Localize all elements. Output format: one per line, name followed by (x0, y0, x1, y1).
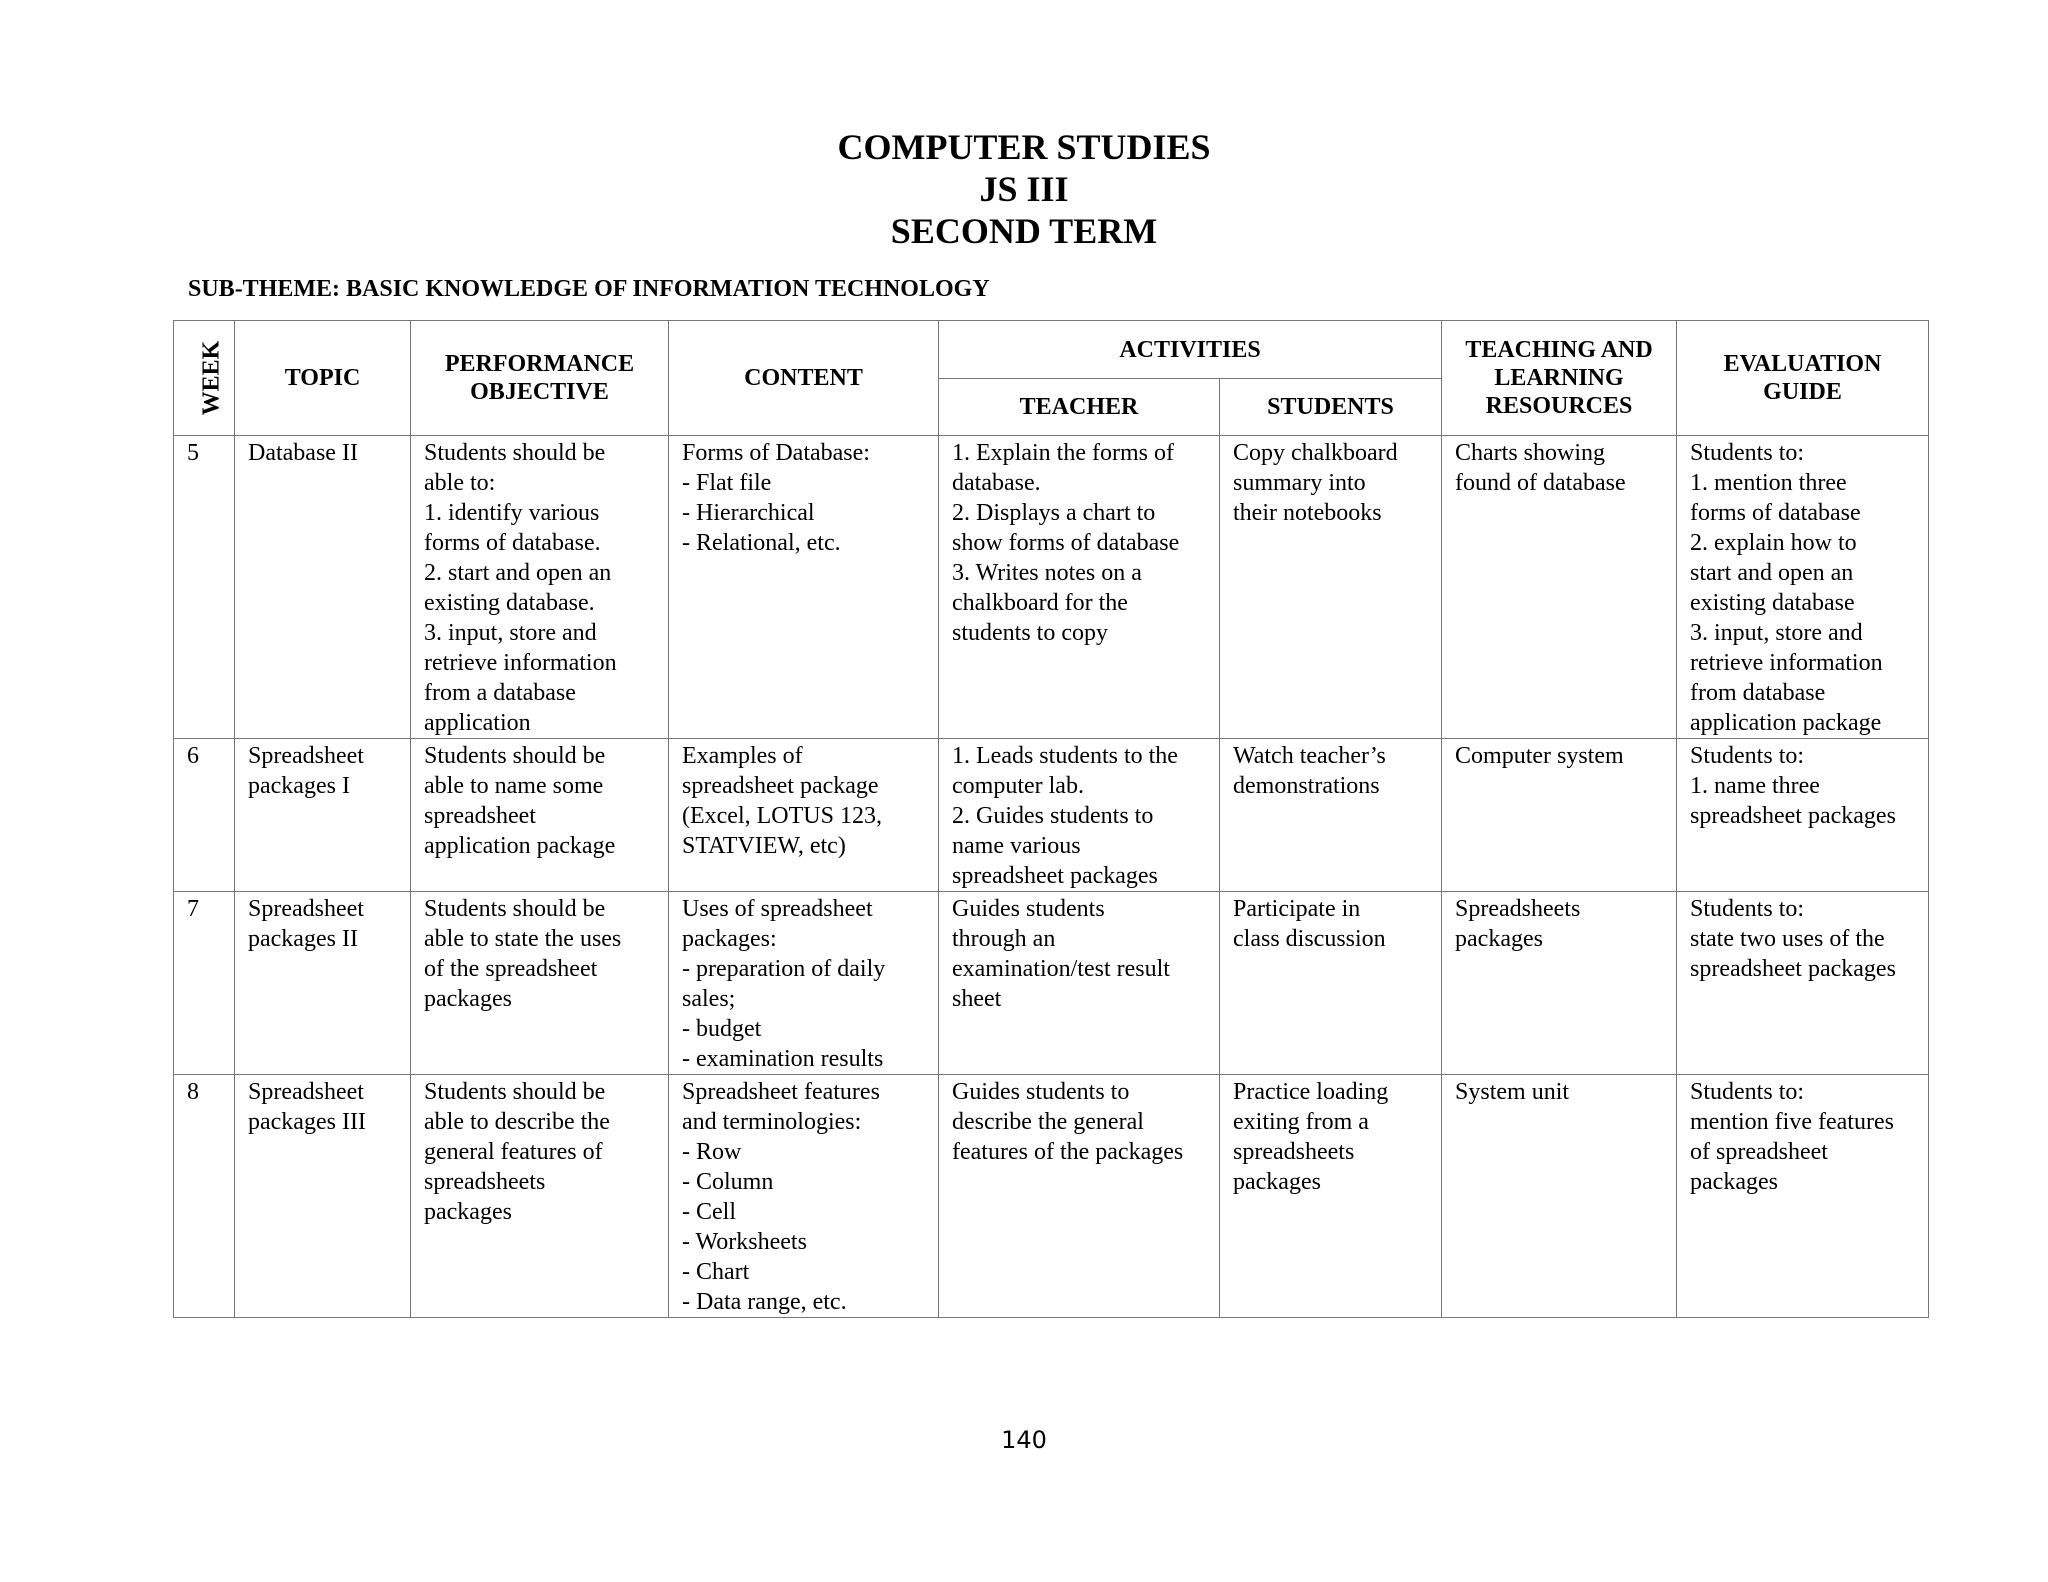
cell-text-line: sheet (952, 986, 1002, 1012)
header-teacher: TEACHER (939, 379, 1220, 436)
title-class: JS III (979, 169, 1069, 209)
cell-text-line: database. (952, 470, 1041, 496)
cell-text-line: mention five features (1690, 1109, 1894, 1135)
cell-text-line: Guides students (952, 896, 1105, 922)
cell-text-line: Uses of spreadsheet (682, 896, 873, 922)
cell-text-line: Students to: (1690, 896, 1805, 922)
cell-text-line: Students to: (1690, 1079, 1805, 1105)
cell-text-line: packages I (248, 773, 350, 799)
cell-text-line: packages (424, 986, 512, 1012)
cell-resources (1442, 436, 1677, 739)
cell-students-activity (1220, 739, 1442, 892)
cell-text-line: 1. Leads students to the (952, 743, 1178, 769)
header-evaluation: EVALUATION GUIDE (1677, 321, 1929, 436)
cell-text-line: Spreadsheet (248, 743, 364, 769)
cell-topic (235, 739, 411, 892)
cell-resources (1442, 1075, 1677, 1318)
cell-resources (1442, 739, 1677, 892)
cell-text-line: 1. mention three (1690, 470, 1847, 496)
cell-text-line: existing database. (424, 590, 595, 616)
cell-text-line: able to state the uses (424, 926, 622, 952)
cell-text-line: computer lab. (952, 773, 1084, 799)
cell-text-line: - Chart (682, 1259, 750, 1285)
cell-students-activity (1220, 892, 1442, 1075)
cell-objective (411, 1075, 669, 1318)
cell-text-line: features of the packages (952, 1139, 1184, 1165)
cell-text-line: - Relational, etc. (682, 530, 841, 556)
cell-text-line: - Hierarchical (682, 500, 815, 526)
header-performance-objective: PERFORMANCE OBJECTIVE (411, 321, 669, 436)
cell-text-line: state two uses of the (1690, 926, 1885, 952)
cell-text-line: summary into (1233, 470, 1366, 496)
cell-students-activity (1220, 436, 1442, 739)
cell-text-line: forms of database (1690, 500, 1861, 526)
cell-students-activity (1220, 1075, 1442, 1318)
cell-text-line: and terminologies: (682, 1109, 862, 1135)
cell-objective (411, 436, 669, 739)
cell-text-line: class discussion (1233, 926, 1386, 952)
header-topic: TOPIC (235, 321, 411, 436)
cell-objective (411, 892, 669, 1075)
cell-text-line: Participate in (1233, 896, 1361, 922)
cell-resources (1442, 892, 1677, 1075)
cell-text-line: Spreadsheets (1455, 896, 1581, 922)
cell-evaluation (1677, 1075, 1929, 1318)
cell-text-line: spreadsheet package (682, 773, 879, 799)
cell-text-line: found of database (1455, 470, 1626, 496)
cell-text-line: Students to: (1690, 743, 1805, 769)
cell-text-line: 2. start and open an (424, 560, 612, 586)
cell-text-line: 3. Writes notes on a (952, 560, 1142, 586)
cell-text-line: Computer system (1455, 743, 1624, 769)
cell-text-line: existing database (1690, 590, 1855, 616)
cell-text-line: packages (1455, 926, 1543, 952)
cell-evaluation (1677, 436, 1929, 739)
cell-text-line: show forms of database (952, 530, 1180, 556)
table-header (174, 321, 1929, 436)
cell-text-line: application (424, 710, 531, 736)
cell-text-line: 3. input, store and (424, 620, 597, 646)
cell-text-line: their notebooks (1233, 500, 1382, 526)
cell-topic (235, 436, 411, 739)
cell-topic (235, 1075, 411, 1318)
cell-text-line: general features of (424, 1139, 603, 1165)
subtheme-heading: SUB-THEME: BASIC KNOWLEDGE OF INFORMATION TECHNOLOGY (188, 276, 990, 302)
cell-text-line: - budget (682, 1016, 762, 1042)
cell-text-line: 1. identify various (424, 500, 600, 526)
cell-text-line: sales; (682, 986, 736, 1012)
cell-text-line: Examples of (682, 743, 803, 769)
scheme-of-work-table (173, 320, 1929, 1318)
cell-text-line: Guides students to (952, 1079, 1130, 1105)
cell-text-line: name various (952, 833, 1081, 859)
cell-text-line: - preparation of daily (682, 956, 886, 982)
table-row (174, 436, 1929, 739)
cell-text-line: Students to: (1690, 440, 1805, 466)
cell-text-line: Students should be (424, 1079, 606, 1105)
cell-text-line: Database II (248, 440, 358, 466)
cell-text-line: of spreadsheet (1690, 1139, 1828, 1165)
cell-text-line: - Flat file (682, 470, 772, 496)
cell-content (669, 1075, 939, 1318)
cell-text-line: 2. Guides students to (952, 803, 1154, 829)
cell-teacher-activity (939, 1075, 1220, 1318)
cell-text-line: describe the general (952, 1109, 1144, 1135)
cell-text-line: System unit (1455, 1079, 1570, 1105)
cell-text-line: chalkboard for the (952, 590, 1128, 616)
cell-text-line: - Data range, etc. (682, 1289, 847, 1315)
header-row-top (174, 321, 1929, 379)
cell-text-line: packages II (248, 926, 358, 952)
cell-teacher-activity (939, 436, 1220, 739)
cell-text-line: packages (424, 1199, 512, 1225)
cell-text-line: from a database (424, 680, 576, 706)
cell-objective (411, 739, 669, 892)
cell-content (669, 892, 939, 1075)
table-body (174, 436, 1929, 1318)
cell-text-line: through an (952, 926, 1056, 952)
cell-text-line: Spreadsheet features (682, 1079, 880, 1105)
cell-text-line: spreadsheets (424, 1169, 546, 1195)
cell-text-line: 2. Displays a chart to (952, 500, 1156, 526)
document-title (0, 126, 2048, 252)
cell-text-line: - Column (682, 1169, 774, 1195)
cell-text-line: Copy chalkboard (1233, 440, 1398, 466)
cell-text-line: forms of database. (424, 530, 601, 556)
cell-text-line: able to: (424, 470, 496, 496)
cell-week: 6 (174, 739, 235, 892)
title-subject: COMPUTER STUDIES (837, 127, 1211, 167)
cell-text-line: Spreadsheet (248, 896, 364, 922)
table-row (174, 1075, 1929, 1318)
cell-text-line: students to copy (952, 620, 1108, 646)
cell-text-line: Students should be (424, 896, 606, 922)
cell-text-line: packages (1233, 1169, 1321, 1195)
cell-text-line: - Row (682, 1139, 742, 1165)
cell-text-line: Practice loading (1233, 1079, 1389, 1105)
cell-text-line: 1. Explain the forms of (952, 440, 1174, 466)
header-activities: ACTIVITIES (939, 321, 1442, 379)
header-week (174, 321, 235, 436)
cell-week: 5 (174, 436, 235, 739)
cell-text-line: examination/test result (952, 956, 1170, 982)
title-term: SECOND TERM (890, 211, 1158, 251)
header-students: STUDENTS (1220, 379, 1442, 436)
cell-text-line: packages III (248, 1109, 366, 1135)
cell-content (669, 739, 939, 892)
cell-text-line: demonstrations (1233, 773, 1380, 799)
header-content: CONTENT (669, 321, 939, 436)
header-resources: TEACHING AND LEARNING RESOURCES (1442, 321, 1677, 436)
cell-text-line: exiting from a (1233, 1109, 1369, 1135)
cell-text-line: Forms of Database: (682, 440, 870, 466)
cell-text-line: spreadsheet packages (952, 863, 1158, 889)
cell-text-line: 3. input, store and (1690, 620, 1863, 646)
page-number: 140 (1001, 1426, 1047, 1454)
cell-text-line: packages (1690, 1169, 1778, 1195)
cell-text-line: retrieve information (1690, 650, 1883, 676)
cell-text-line: able to name some (424, 773, 604, 799)
cell-text-line: Spreadsheet (248, 1079, 364, 1105)
cell-text-line: Students should be (424, 440, 606, 466)
cell-text-line: (Excel, LOTUS 123, (682, 803, 882, 829)
cell-teacher-activity (939, 892, 1220, 1075)
cell-text-line: Watch teacher’s (1233, 743, 1386, 769)
header-week-label: WEEK (198, 340, 225, 416)
cell-text-line: STATVIEW, etc) (682, 833, 846, 859)
table-row (174, 739, 1929, 892)
cell-topic (235, 892, 411, 1075)
cell-week: 8 (174, 1075, 235, 1318)
cell-content (669, 436, 939, 739)
cell-text-line: retrieve information (424, 650, 617, 676)
cell-text-line: Students should be (424, 743, 606, 769)
cell-text-line: spreadsheet packages (1690, 956, 1896, 982)
cell-evaluation (1677, 739, 1929, 892)
cell-text-line: spreadsheet packages (1690, 803, 1896, 829)
cell-teacher-activity (939, 739, 1220, 892)
cell-text-line: from database (1690, 680, 1826, 706)
cell-text-line: spreadsheet (424, 803, 536, 829)
cell-text-line: - examination results (682, 1046, 884, 1072)
cell-text-line: able to describe the (424, 1109, 610, 1135)
cell-evaluation (1677, 892, 1929, 1075)
cell-text-line: application package (1690, 710, 1882, 736)
cell-text-line: 1. name three (1690, 773, 1820, 799)
cell-text-line: packages: (682, 926, 777, 952)
cell-text-line: 2. explain how to (1690, 530, 1857, 556)
cell-text-line: spreadsheets (1233, 1139, 1355, 1165)
cell-week: 7 (174, 892, 235, 1075)
cell-text-line: Charts showing (1455, 440, 1606, 466)
cell-text-line: start and open an (1690, 560, 1854, 586)
cell-text-line: - Cell (682, 1199, 736, 1225)
table-row (174, 892, 1929, 1075)
cell-text-line: application package (424, 833, 616, 859)
cell-text-line: of the spreadsheet (424, 956, 598, 982)
cell-text-line: - Worksheets (682, 1229, 807, 1255)
